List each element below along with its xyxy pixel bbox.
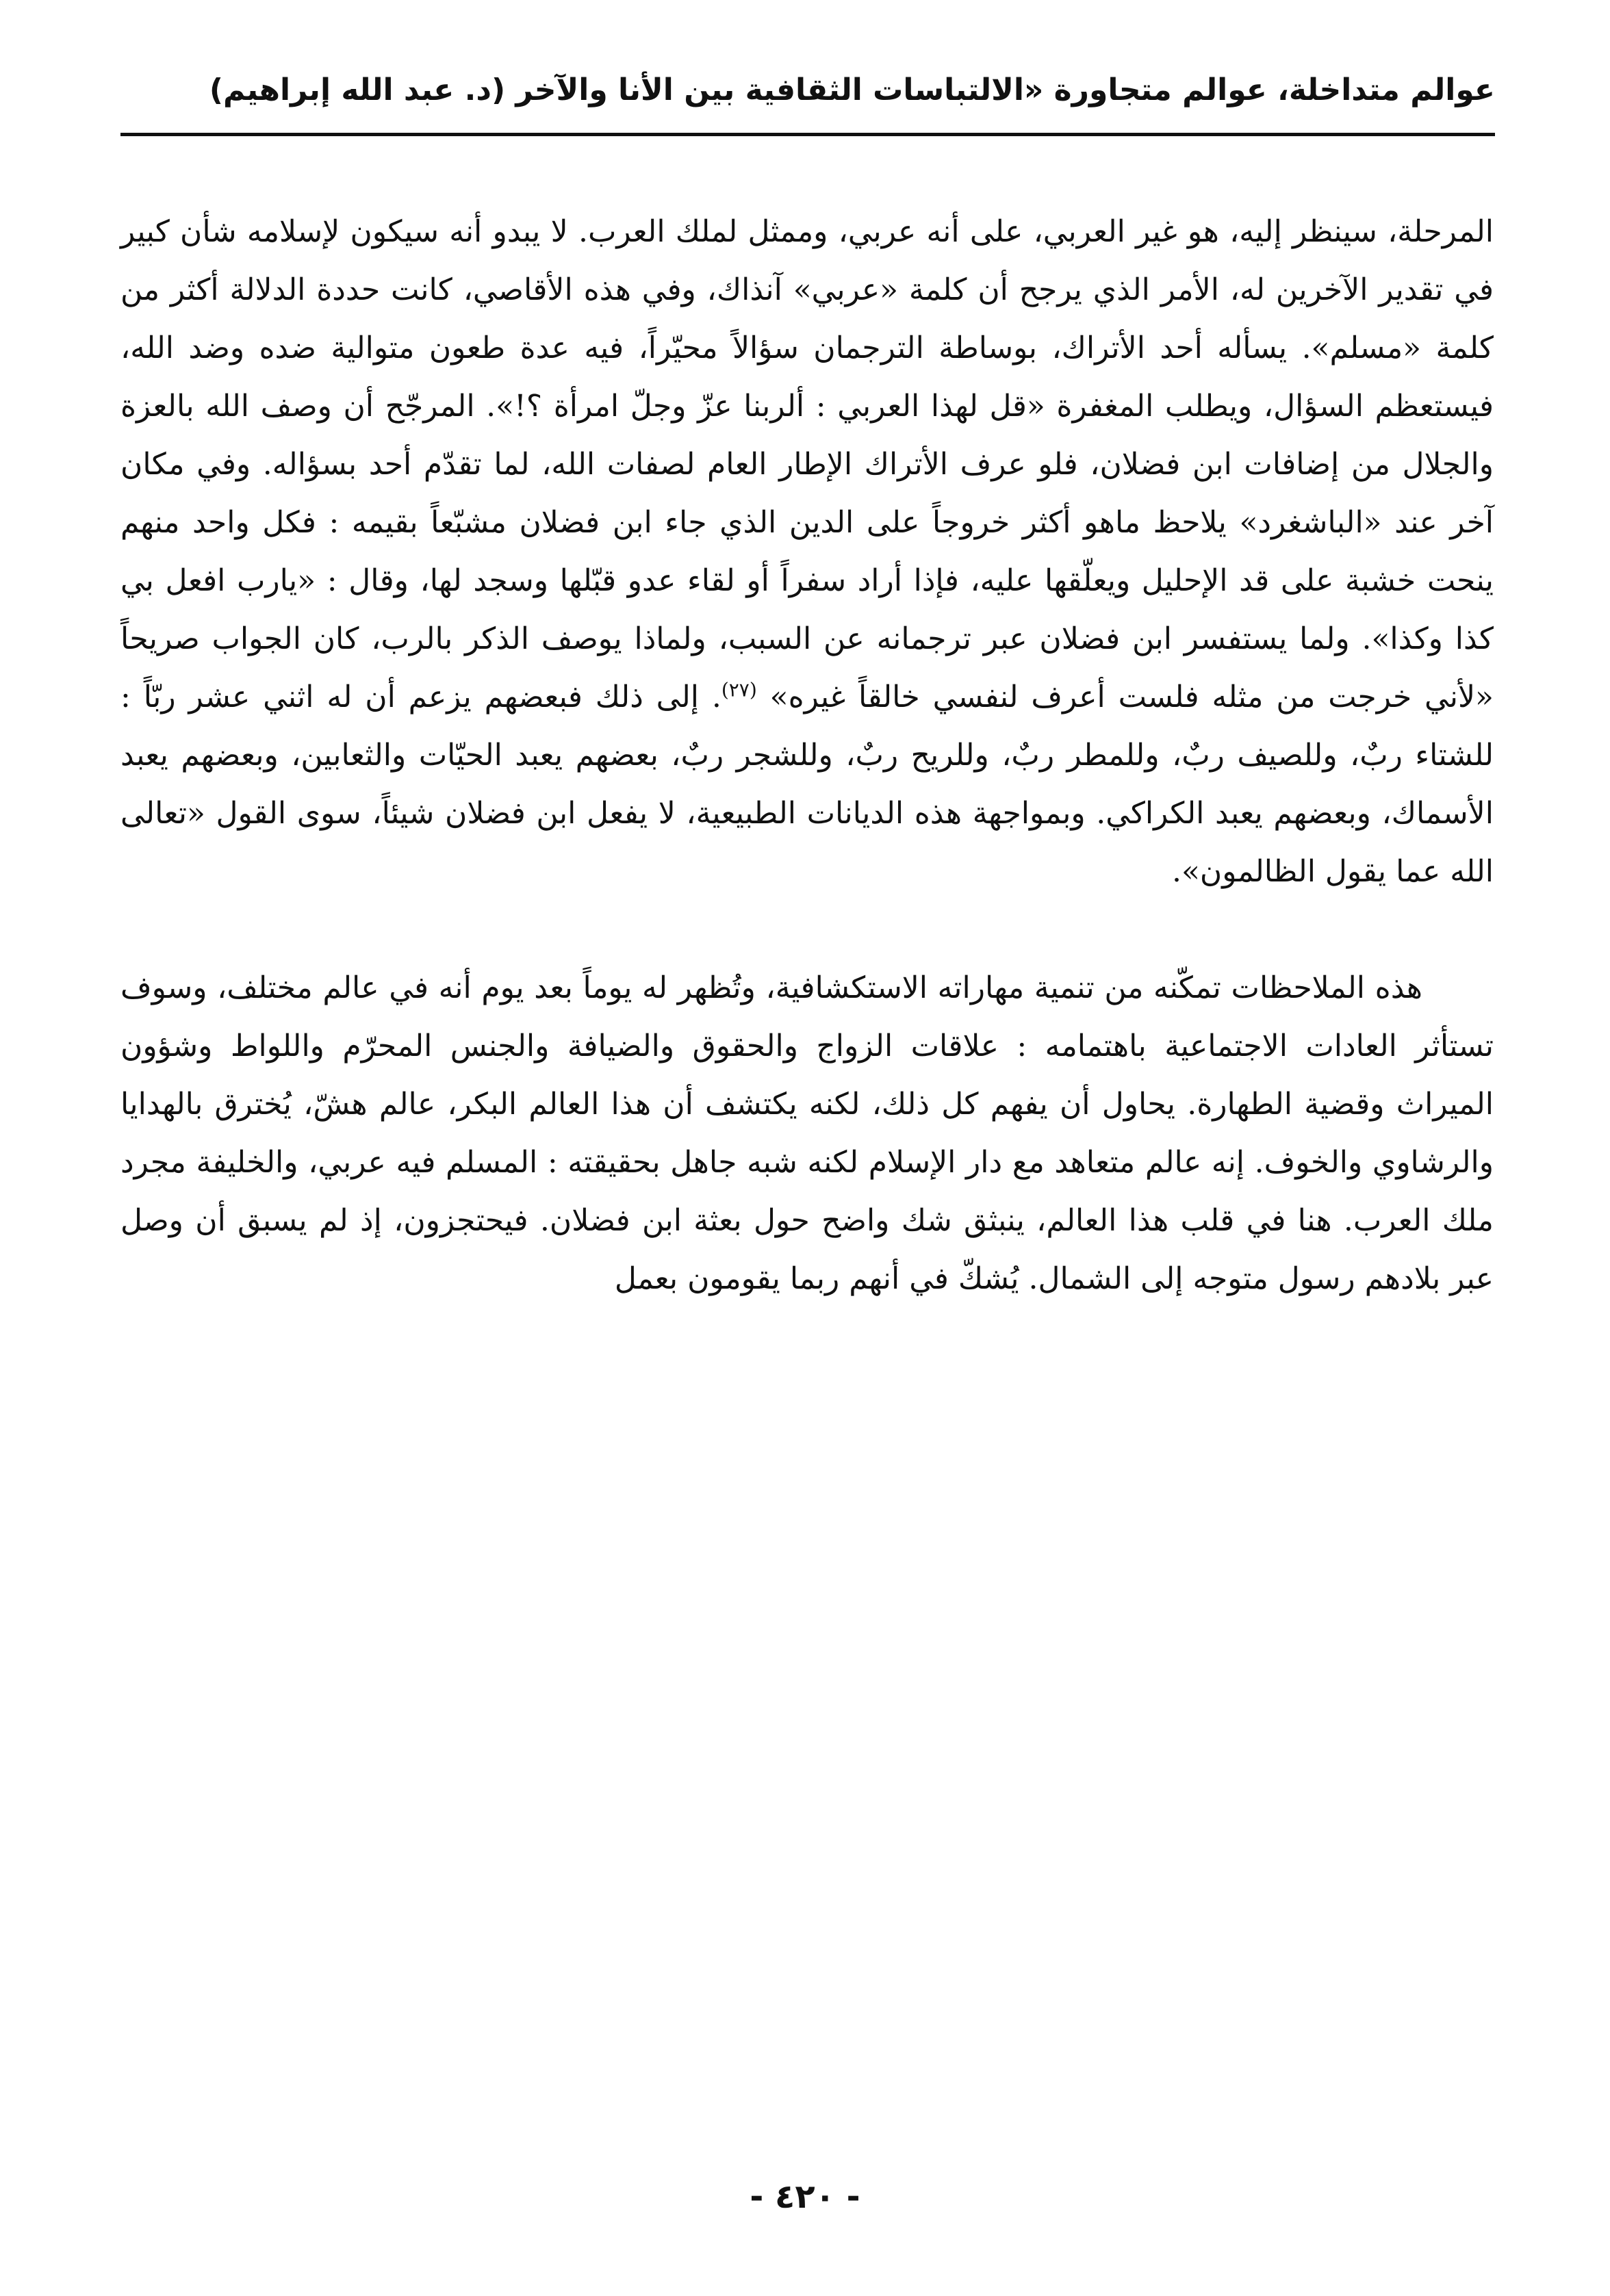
header-rule bbox=[120, 133, 1495, 136]
page-number: - ٤٢٠ - bbox=[750, 2178, 860, 2216]
paragraph-1-text-after-ref: . إلى ذلك فبعضهم يزعم أن له اثني عشر ربّاً : للشتاء ربٌ، وللصيف ربٌ، وللمطر ربٌ، وللريح ربٌ، وللشجر ربٌ، بعضهم يعبد الحيّات والثعابين، وبعضهم يعبد الأسماك، وبعضهم يعبد الكراكي. وبمواجهة هذه الديانات الطبيعية، لا يفعل ابن فضلان شيئاً، سوى القول «تعالى الله عما يقول الظالمون». bbox=[120, 680, 1494, 889]
paragraph-1 bbox=[120, 203, 1494, 901]
paragraph-1-text-before-ref: المرحلة، سينظر إليه، هو غير العربي، على أنه عربي، وممثل لملك العرب. لا يبدو أنه سيكون لإسلامه شأن كبير في تقدير الآخرين له، الأمر الذي يرجح أن كلمة «عربي» آنذاك، وفي هذه الأقاصي، كانت حددة الدلالة أكثر من كلمة «مسلم». يسأله أحد الأتراك، بوساطة الترجمان سؤالاً محيّراً، فيه عدة طعون متوالية ضده وضد الله، فيستعظم السؤال، ويطلب المغفرة «قل لهذا العربي : ألربنا عزّ وجلّ امرأة ؟!». المرجّح أن وصف الله بالعزة والجلال من إضافات ابن فضلان، فلو عرف الأتراك الإطار العام لصفات الله، لما تقدّم أحد بسؤاله. وفي مكان آخر عند «الباشغرد» يلاحظ ماهو أكثر خروجاً على الدين الذي جاء ابن فضلان مشبّعاً بقيمه : فكل واحد منهم ينحت خشبة على قد الإحليل ويعلّقها عليه، فإذا أراد سفراً أو لقاء عدو قبّلها وسجد لها، وقال : «يارب افعل بي كذا وكذا». ولما يستفسر ابن فضلان عبر ترجمانه عن السبب، ولماذا يوصف الذكر بالرب، كان الجواب صريحاً «لأني خرجت من مثله فلست أعرف لنفسي خالقاً غيره» bbox=[120, 214, 1494, 714]
footnote-reference: (٢٧) bbox=[721, 678, 757, 701]
body-text bbox=[120, 203, 1494, 1308]
running-header: عوالم متداخلة، عوالم متجاورة «الالتباسات الثقافية بين الأنا والآخر (د. عبد الله إبراهيم) bbox=[209, 73, 1495, 107]
paragraph-2: هذه الملاحظات تمكّنه من تنمية مهاراته الاستكشافية، وتُظهر له يوماً بعد يوم أنه في عالم مختلف، وسوف تستأثر العادات الاجتماعية باهتمامه : علاقات الزواج والحقوق والضيافة والجنس المحرّم واللواط وشؤون الميراث وقضية الطهارة. يحاول أن يفهم كل ذلك، لكنه يكتشف أن هذا العالم البكر، عالم هشّ، يُخترق بالهدايا والرشاوي والخوف. إنه عالم متعاهد مع دار الإسلام لكنه شبه جاهل بحقيقته : المسلم فيه عربي، والخليفة مجرد ملك العرب. هنا في قلب هذا العالم، ينبثق شك واضح حول بعثة ابن فضلان. فيحتجزون، إذ لم يسبق أن وصل عبر بلادهم رسول متوجه إلى الشمال. يُشكّ في أنهم ربما يقومون بعمل bbox=[120, 970, 1494, 1296]
